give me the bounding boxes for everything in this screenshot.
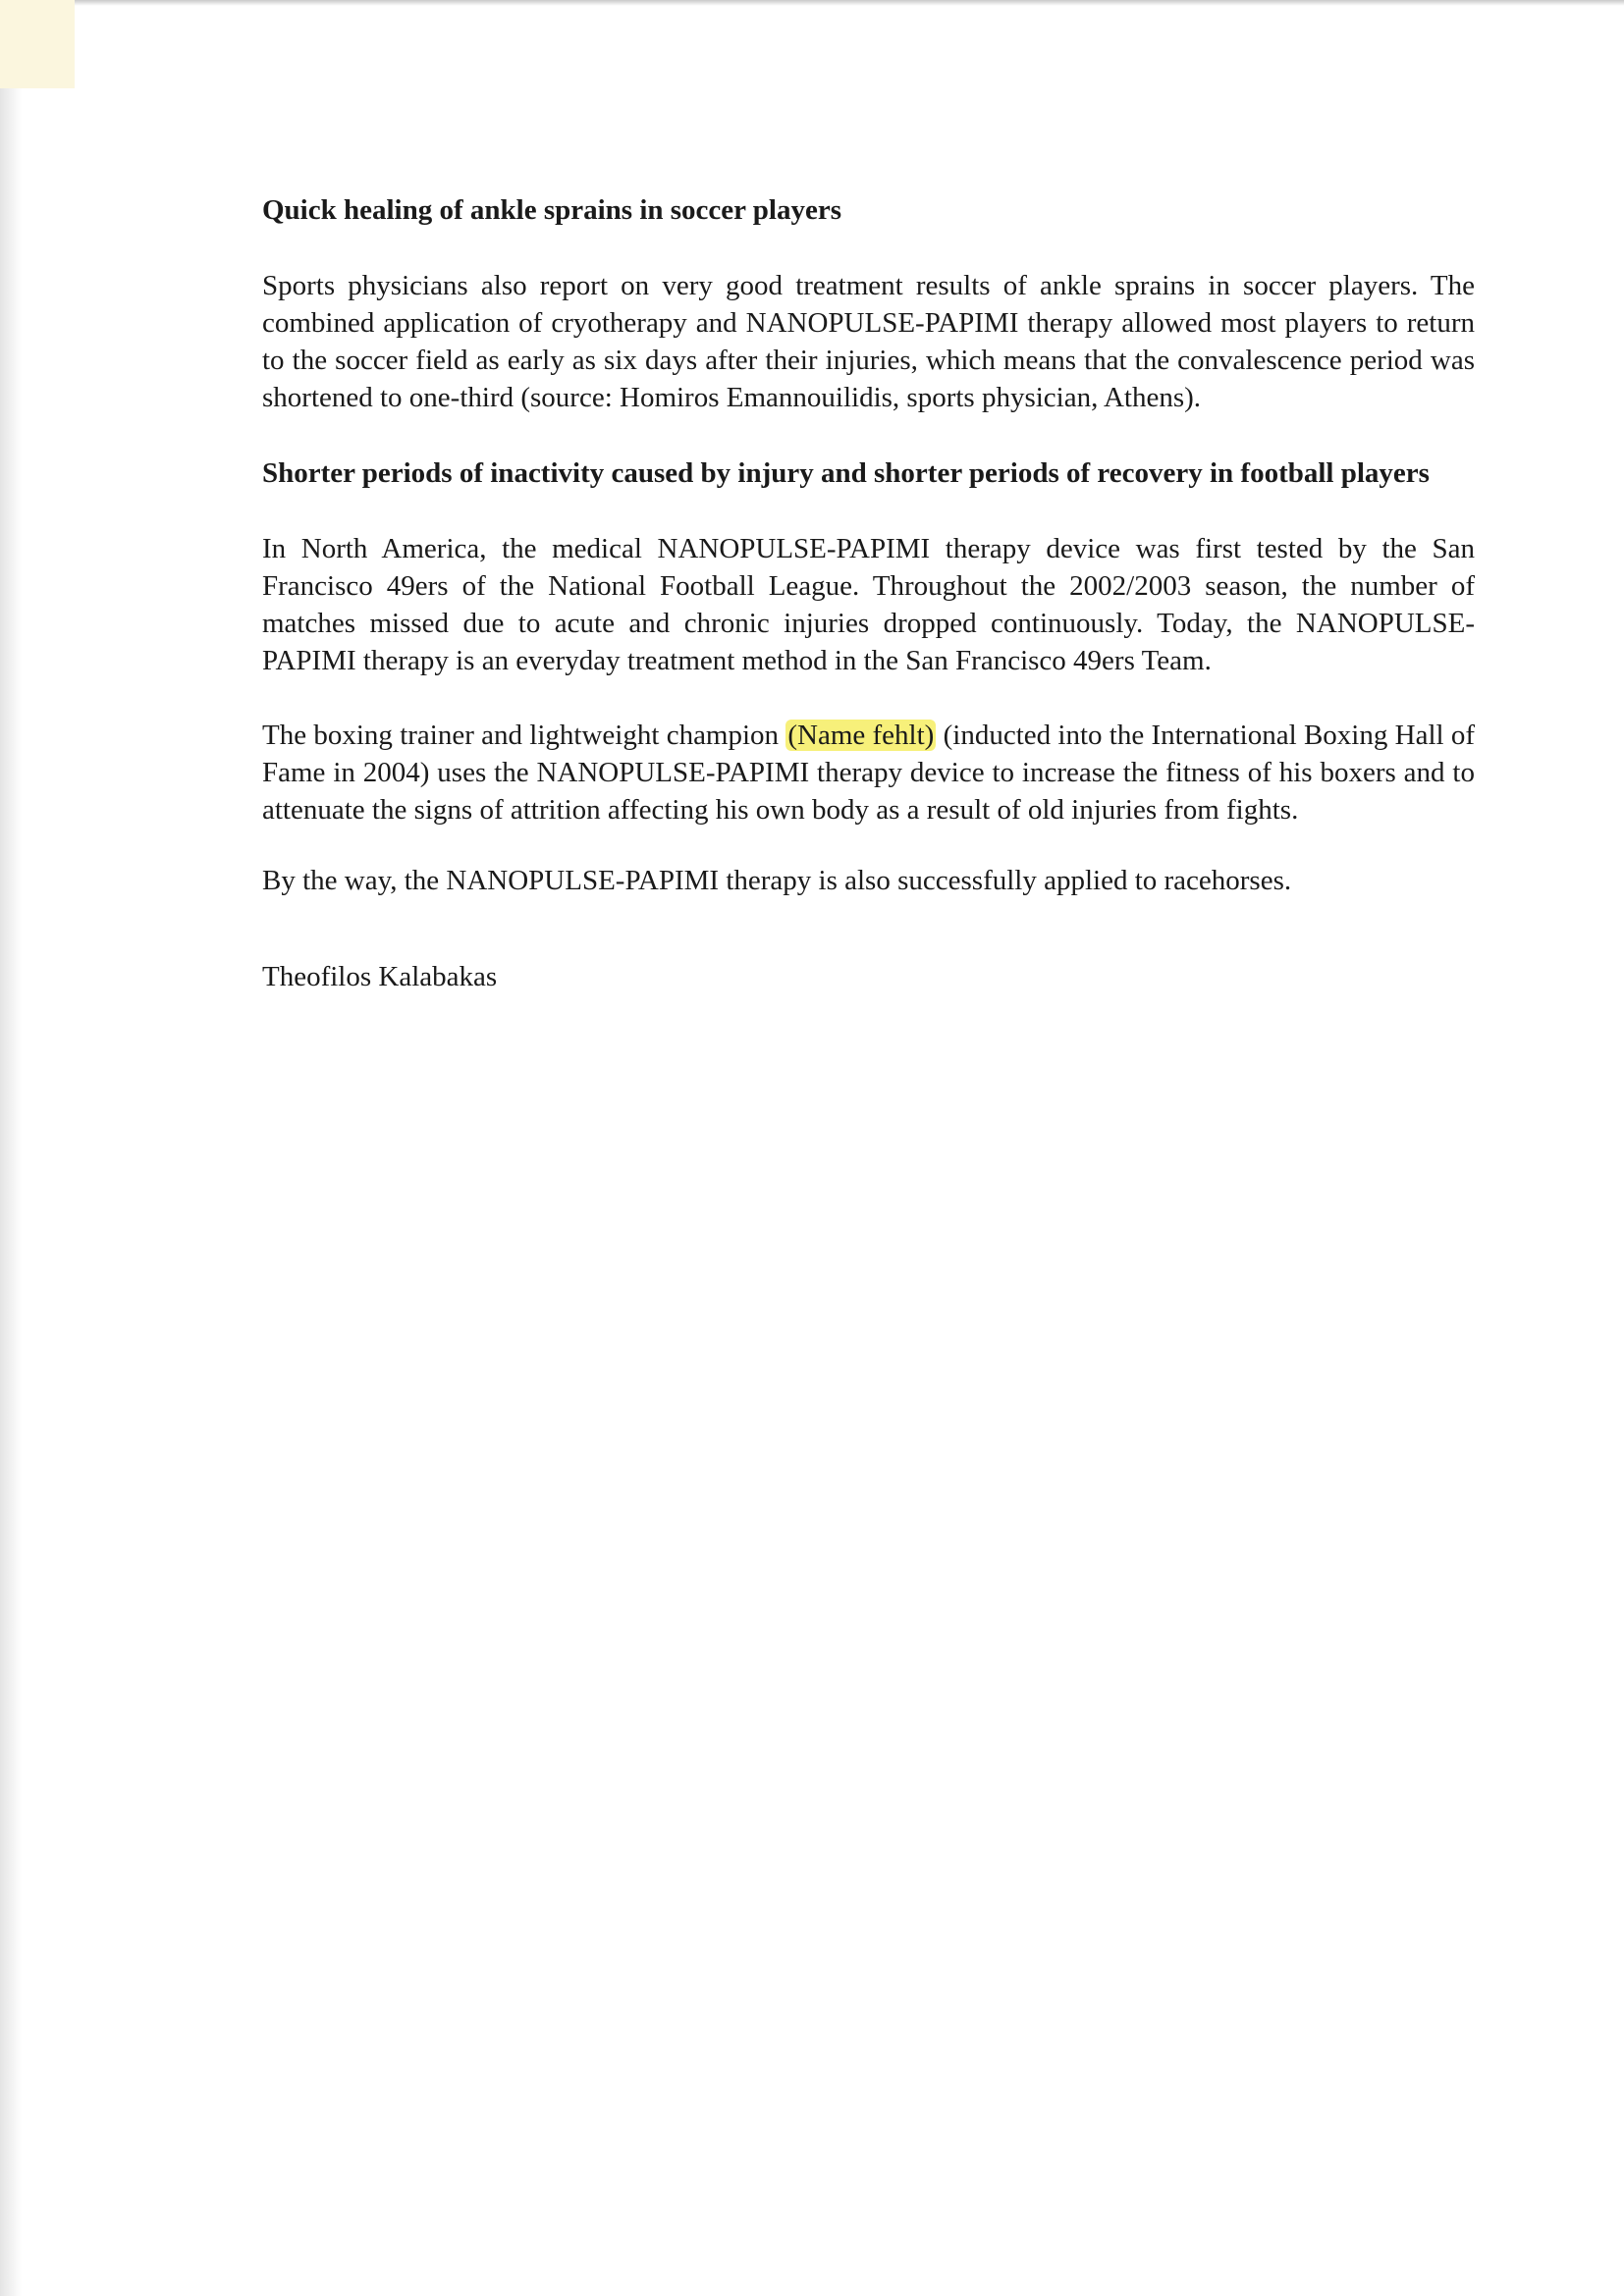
section2-paragraph-2 xyxy=(262,717,1475,828)
paragraph2-text-before: The boxing trainer and lightweight champion xyxy=(262,720,786,751)
section1-heading: Quick healing of ankle sprains in soccer players xyxy=(262,194,841,226)
section1-paragraph: Sports physicians also report on very good treatment results of ankle sprains in soccer players. The combined application of cryotherapy and NANOPULSE-PAPIMI therapy allowed most players to return to the soccer field as early as six days after their injuries, which means that the convalescence period was shortened to one-third (source: Homiros Emannouilidis, sports physician, Athens). xyxy=(262,270,1475,413)
section2-heading: Shorter periods of inactivity caused by injury and shorter periods of recovery in football players xyxy=(262,457,1430,489)
section2-paragraph-3: By the way, the NANOPULSE-PAPIMI therapy is also successfully applied to racehorses. xyxy=(262,865,1292,896)
section2-paragraph-1: In North America, the medical NANOPULSE-PAPIMI therapy device was first tested by the San Francisco 49ers of the National Football League. Throughout the 2002/2003 season, the number of matches missed due to acute and chronic injuries dropped continuously. Today, the NANOPULSE-PAPIMI therapy is an everyday treatment method in the San Francisco 49ers Team. xyxy=(262,533,1475,676)
scan-left-edge xyxy=(0,0,22,2296)
document-body xyxy=(262,190,1475,995)
highlighted-missing-name: (Name fehlt) xyxy=(787,720,935,751)
paragraph2-text-after: (inducted into the International Boxing Hall of Fame in 2004) uses the NANOPULSE-PAPIMI therapy device to increase the fitness of his boxers and to attenuate the signs of attrition affecting his own body as a result of old injuries from fights. xyxy=(262,720,1475,826)
scan-corner-mark xyxy=(0,0,75,88)
scan-top-edge xyxy=(0,0,1624,6)
author-signature: Theofilos Kalabakas xyxy=(262,961,498,992)
